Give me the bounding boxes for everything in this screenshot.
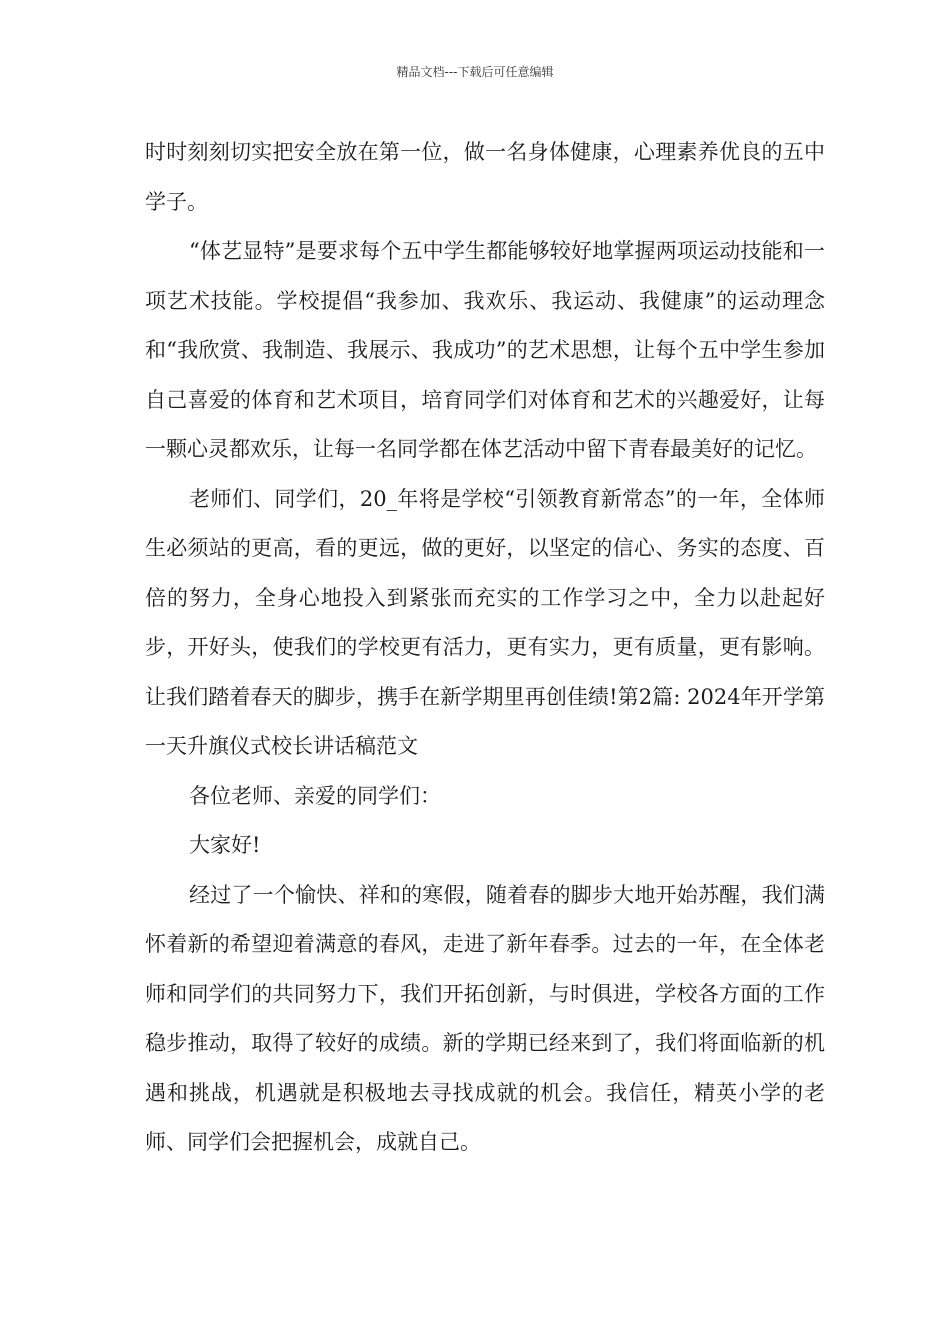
paragraph-greeting: 大家好!: [189, 833, 261, 857]
paragraph-1: 时时刻刻切实把安全放在第一位，做一名身体健康，心理素养优良的五中学子。: [145, 140, 825, 214]
page-header: 精品文档---下载后可任意编辑: [396, 65, 554, 79]
document-body: [145, 128, 825, 1168]
paragraph-2: “体艺显特”是要求每个五中学生都能够较好地掌握两项运动技能和一项艺术技能。学校提倡“我参加、我欢乐、我运动、我健康”的运动理念和“我欣赏、我制造、我展示、我成功”的艺术思想，让每个五中学生参加自己喜爱的体育和艺术项目，培育同学们对体育和艺术的兴趣爱好，让每一颗心灵都欢乐，让每一名同学都在体艺活动中留下青春最美好的记忆。: [145, 239, 825, 461]
paragraph-3: 老师们、同学们，20_年将是学校“引领教育新常态”的一年，全体师生必须站的更高，看的更远，做的更好，以坚定的信心、务实的态度、百倍的努力，全身心地投入到紧张而充实的工作学习之中，全力以赴起好步，开好头，使我们的学校更有活力，更有实力，更有质量，更有影响。让我们踏着春天的脚步，携手在新学期里再创佳绩!第2篇: 2024年开学第一天升旗仪式校长讲话稿范文: [145, 486, 825, 758]
paragraph-salutation: 各位老师、亲爱的同学们：: [189, 783, 441, 808]
paragraph-6: 经过了一个愉快、祥和的寒假，随着春的脚步大地开始苏醒，我们满怀着新的希望迎着满意的春风，走进了新年春季。过去的一年，在全体老师和同学们的共同努力下，我们开拓创新，与时俱进，学校各方面的工作稳步推动，取得了较好的成绩。新的学期已经来到了，我们将面临新的机遇和挑战，机遇就是积极地去寻找成就的机会。我信任，精英小学的老师、同学们会把握机会，成就自己。: [145, 882, 825, 1154]
